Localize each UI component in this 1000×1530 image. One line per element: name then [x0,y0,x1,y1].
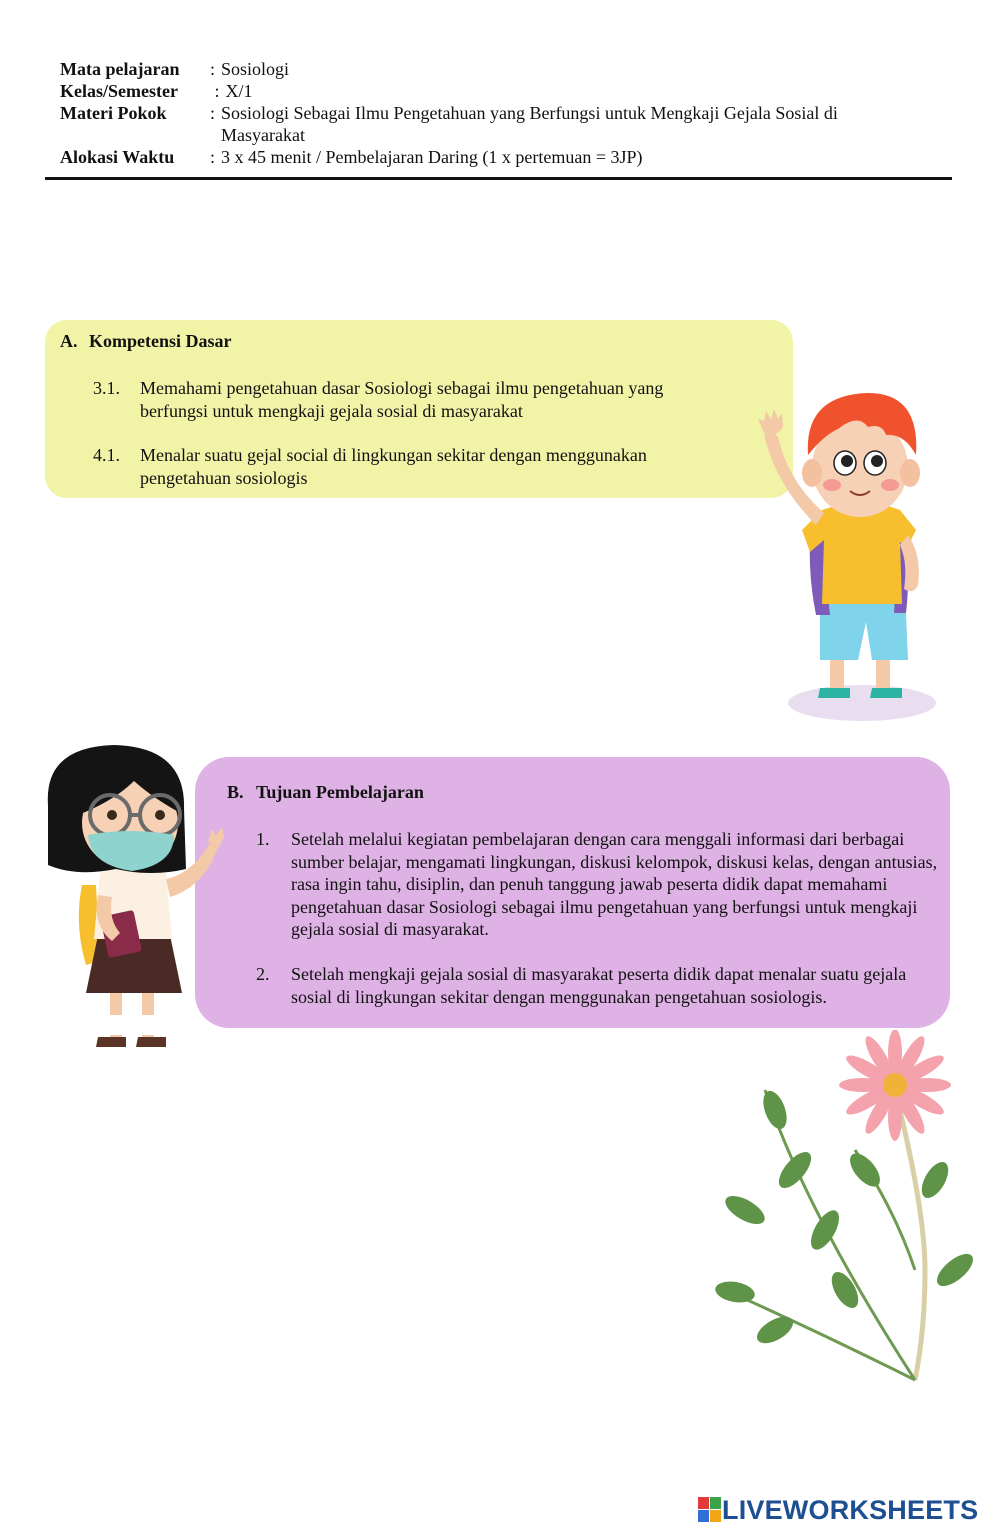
lesson-header [60,58,940,168]
item-text: Setelah mengkaji gejala sosial di masyarakat peserta didik dapat menalar suatu gejala sosial di lingkungan sekitar dengan menggunakan pengetahuan sosiologis. [291,964,907,1007]
competency-item [93,377,733,422]
header-row-subject: Mata pelajaran : Sosiologi [60,59,290,79]
header-value: X/1 [225,81,253,101]
header-row-time: Alokasi Waktu : 3 x 45 menit / Pembelajaran Daring (1 x pertemuan = 3JP) [60,147,643,167]
item-text: Memahami pengetahuan dasar Sosiologi sebagai ilmu pengetahuan yang berfungsi untuk mengkaji gejala sosial di masyarakat [140,378,664,421]
header-row-topic: Materi Pokok : Sosiologi Sebagai Ilmu Pengetahuan yang Berfungsi untuk Mengkaji Gejala Sosial di Masyarakat [60,102,940,146]
competency-item [93,444,733,489]
section-a-title-text: Kompetensi Dasar [89,331,232,351]
header-value: 3 x 45 menit / Pembelajaran Daring (1 x pertemuan = 3JP) [221,147,643,167]
item-number: 3.1. [93,378,120,398]
header-label: Mata pelajaran [60,59,180,79]
pink-flower-illustration [705,1030,990,1385]
header-label: Materi Pokok [60,103,167,123]
liveworksheets-logo [698,1494,978,1526]
section-a-title [60,331,232,352]
item-text: Menalar suatu gejal social di lingkungan sekitar dengan menggunakan pengetahuan sosiologis [140,445,647,488]
item-number: 2. [256,964,270,984]
boy-waving-illustration [750,385,950,725]
header-value-continuation: Masyarakat [221,125,305,145]
liveworksheets-tiles-icon [698,1497,722,1523]
header-label: Alokasi Waktu [60,147,175,167]
item-number: 1. [256,829,270,849]
liveworksheets-wordmark: LIVEWORKSHEETS [722,1494,979,1525]
header-row-class: Kelas/Semester : X/1 [60,81,253,101]
header-label: Kelas/Semester [60,81,178,101]
objective-item [256,963,939,1008]
section-b-letter: B. [227,782,244,802]
section-b-title [227,782,424,803]
header-divider [45,177,952,180]
objective-item [256,828,939,941]
item-text: Setelah melalui kegiatan pembelajaran dengan cara menggali informasi dari berbagai sumber belajar, mengamati lingkungan, diskusi kelompok, diskusi kelas, dengan antusias, rasa ingin tahu, disiplin, dan penuh tanggung jawab peserta didik dapat memahami pengetahuan dasar Sosiologi sebagai ilmu pengetahuan yang berfungsi untuk mengkaji gejala sosial di masyarakat. [291,829,938,939]
section-b-title-text: Tujuan Pembelajaran [256,782,424,802]
section-a-letter: A. [60,331,78,351]
header-value: Sosiologi Sebagai Ilmu Pengetahuan yang Berfungsi untuk Mengkaji Gejala Sosial di [221,103,838,123]
header-value: Sosiologi [221,59,290,79]
item-number: 4.1. [93,445,120,465]
girl-with-mask-illustration [40,745,235,1060]
